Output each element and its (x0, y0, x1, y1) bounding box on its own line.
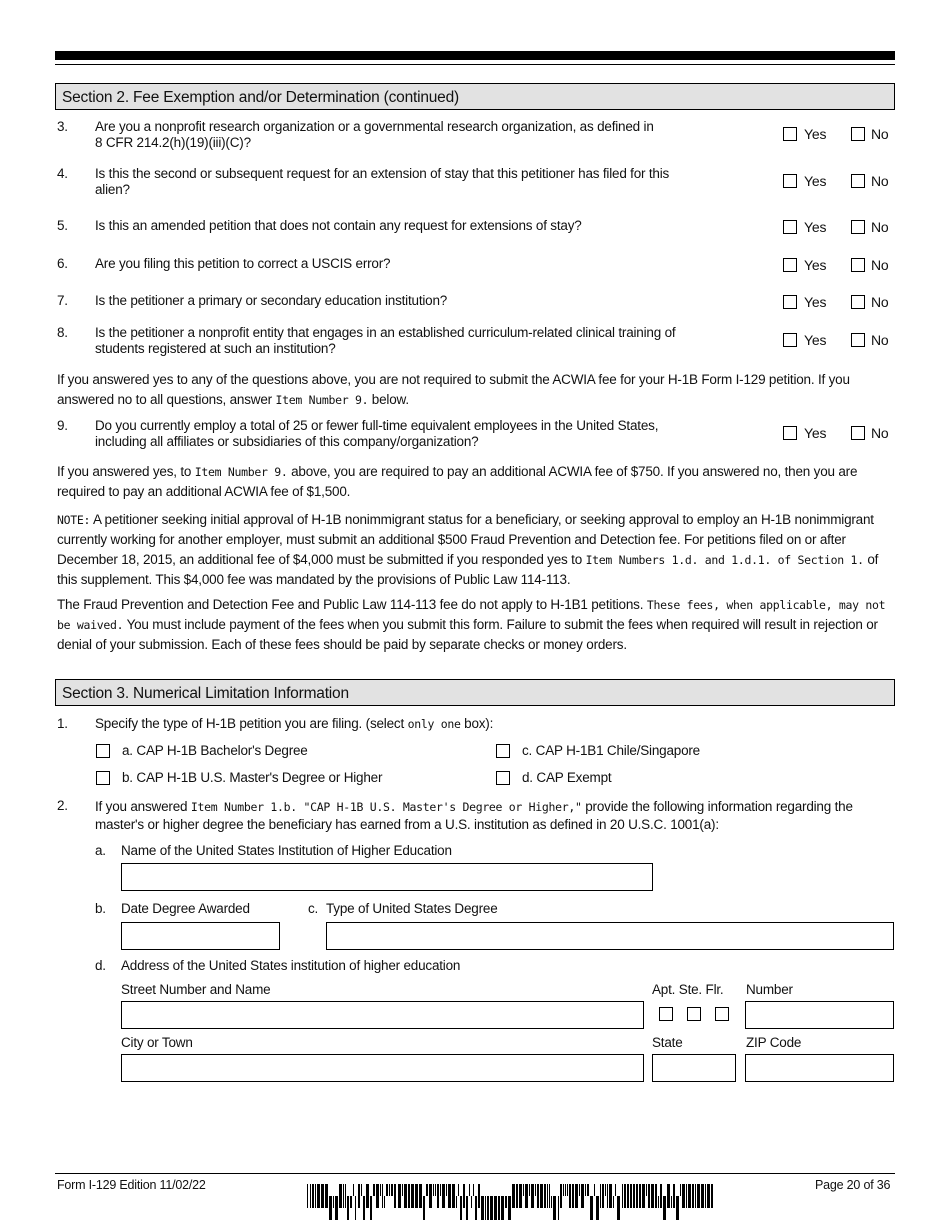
question-line: Is the petitioner a nonprofit entity that engages in an established curriculum-related clinical training of (95, 325, 676, 340)
item-number: 8. (57, 325, 68, 340)
item-number: 7. (57, 293, 68, 308)
field-label: Address of the United States institution of higher education (121, 958, 461, 973)
no-checkbox[interactable] (851, 426, 865, 440)
option-label: a. CAP H-1B Bachelor's Degree (122, 743, 308, 758)
field-label: State (652, 1035, 683, 1050)
institution-name-input[interactable] (121, 863, 653, 891)
field-label: Number (746, 982, 793, 997)
fee-paragraph: If you answered yes, to Item Number 9. above, you are required to pay an additional ACWIA fee of $750. If you answered no, then you are required to pay an additional ACWIA fee of $1,500. (57, 464, 858, 499)
no-checkbox[interactable] (851, 333, 865, 347)
yes-checkbox[interactable] (783, 127, 797, 141)
question-text (95, 218, 755, 234)
state-select[interactable] (652, 1054, 736, 1082)
question-line: including all affiliates or subsidiaries of this company/organization? (95, 434, 479, 449)
question-text (95, 325, 755, 357)
item-number: 5. (57, 218, 68, 233)
yes-label: Yes (804, 257, 827, 273)
unit-number-input[interactable] (745, 1001, 894, 1029)
cap-masters-checkbox[interactable] (96, 771, 110, 785)
no-checkbox[interactable] (851, 220, 865, 234)
question-line: Is this the second or subsequent request for an extension of stay that this petitioner has filed for this (95, 166, 670, 181)
yes-label: Yes (804, 294, 827, 310)
item-letter: a. (95, 843, 106, 858)
field-label: ZIP Code (746, 1035, 802, 1050)
zip-input[interactable] (745, 1054, 894, 1082)
page-number: Page 20 of 36 (815, 1178, 891, 1192)
cap-bachelors-checkbox[interactable] (96, 744, 110, 758)
no-label: No (871, 126, 889, 142)
yes-label: Yes (804, 425, 827, 441)
field-label: Street Number and Name (121, 982, 271, 997)
section-3-header: Section 3. Numerical Limitation Information (55, 679, 895, 706)
item-number: 2. (57, 798, 68, 813)
question-text (95, 293, 755, 309)
option-label: b. CAP H-1B U.S. Master's Degree or Higher (122, 770, 383, 785)
cap-exempt-checkbox[interactable] (496, 771, 510, 785)
ste-checkbox[interactable] (687, 1007, 701, 1021)
no-label: No (871, 425, 889, 441)
yes-checkbox[interactable] (783, 258, 797, 272)
yes-checkbox[interactable] (783, 174, 797, 188)
top-rule (55, 51, 895, 60)
top-thin-rule (55, 64, 895, 65)
question-text (95, 166, 755, 198)
flr-checkbox[interactable] (715, 1007, 729, 1021)
item-letter: d. (95, 958, 106, 973)
option-label: d. CAP Exempt (522, 770, 612, 785)
item-number: 4. (57, 166, 68, 181)
question-line: alien? (95, 182, 130, 197)
section-2-header: Section 2. Fee Exemption and/or Determination (continued) (55, 83, 895, 110)
question-text (95, 119, 755, 151)
barcode (307, 1184, 713, 1208)
no-checkbox[interactable] (851, 127, 865, 141)
question-text (95, 418, 755, 450)
field-label: Type of United States Degree (326, 901, 498, 916)
apt-checkbox[interactable] (659, 1007, 673, 1021)
cap-chile-singapore-checkbox[interactable] (496, 744, 510, 758)
no-checkbox[interactable] (851, 295, 865, 309)
yes-label: Yes (804, 126, 827, 142)
fraud-fee-paragraph: The Fraud Prevention and Detection Fee and Public Law 114-113 fee do not apply to H-1B1 petitions. These fees, when applicable, may not be waived. You must include payment of the fees when you submit this form. Failure to submit the fees when required will result in rejection or denial of your submission. Each of these fees should be paid by separate checks or money orders. (57, 597, 886, 652)
no-checkbox[interactable] (851, 258, 865, 272)
item-number: 3. (57, 119, 68, 134)
yes-checkbox[interactable] (783, 333, 797, 347)
field-label: Date Degree Awarded (121, 901, 250, 916)
field-label: Apt. Ste. Flr. (652, 982, 724, 997)
question-line: Are you a nonprofit research organization or a governmental research organization, as defined in (95, 119, 654, 134)
yes-checkbox[interactable] (783, 295, 797, 309)
no-label: No (871, 257, 889, 273)
yes-label: Yes (804, 173, 827, 189)
option-label: c. CAP H-1B1 Chile/Singapore (522, 743, 700, 758)
no-label: No (871, 219, 889, 235)
question-line: Do you currently employ a total of 25 or fewer full-time equivalent employees in the United States, (95, 418, 659, 433)
question-line: Is the petitioner a primary or secondary education institution? (95, 293, 448, 308)
footer-rule (55, 1173, 895, 1174)
yes-label: Yes (804, 219, 827, 235)
item-number: 6. (57, 256, 68, 271)
question-2-text: If you answered Item Number 1.b. "CAP H-1B U.S. Master's Degree or Higher," provide the following information regarding the master's or higher degree the beneficiary has earned from a U.S. institution as defined in 20 U.S.C. 1001(a): (95, 799, 853, 832)
degree-type-input[interactable] (326, 922, 894, 950)
yes-checkbox[interactable] (783, 426, 797, 440)
field-label: City or Town (121, 1035, 193, 1050)
question-line: Are you filing this petition to correct a USCIS error? (95, 256, 391, 271)
item-letter: b. (95, 901, 106, 916)
yes-label: Yes (804, 332, 827, 348)
street-input[interactable] (121, 1001, 644, 1029)
question-line: students registered at such an institution? (95, 341, 336, 356)
question-line: Is this an amended petition that does not contain any request for extensions of stay? (95, 218, 582, 233)
item-number: 9. (57, 418, 68, 433)
note-paragraph: NOTE: A petitioner seeking initial approval of H-1B nonimmigrant status for a beneficiary, or seeking approval to employ an H-1B nonimmigrant currently working for another employer, must submit an additional $500 Fraud Prevention and Detection fee. For petitions filed on or after December 18, 2015, an additional fee of $4,000 must be submitted if you responded yes to Item Numbers 1.d. and 1.d.1. of Section 1. of this supplement. This $4,000 fee was mandated by the provisions of Public Law 114-113. (57, 512, 879, 587)
no-checkbox[interactable] (851, 174, 865, 188)
no-label: No (871, 294, 889, 310)
ack-paragraph: If you answered yes to any of the questions above, you are not required to submit the ACWIA fee for your H-1B Form I-129 petition. If you answered no to all questions, answer Item Number 9. below. (57, 372, 850, 407)
no-label: No (871, 173, 889, 189)
yes-checkbox[interactable] (783, 220, 797, 234)
date-awarded-input[interactable] (121, 922, 280, 950)
item-number: 1. (57, 716, 68, 731)
item-letter: c. (308, 901, 319, 916)
question-line: 8 CFR 214.2(h)(19)(iii)(C)? (95, 135, 251, 150)
question-text (95, 256, 755, 272)
city-input[interactable] (121, 1054, 644, 1082)
question-1-text: Specify the type of H-1B petition you are filing. (select only one box): (95, 716, 494, 731)
field-label: Name of the United States Institution of Higher Education (121, 843, 452, 858)
form-edition: Form I-129 Edition 11/02/22 (57, 1178, 206, 1192)
no-label: No (871, 332, 889, 348)
